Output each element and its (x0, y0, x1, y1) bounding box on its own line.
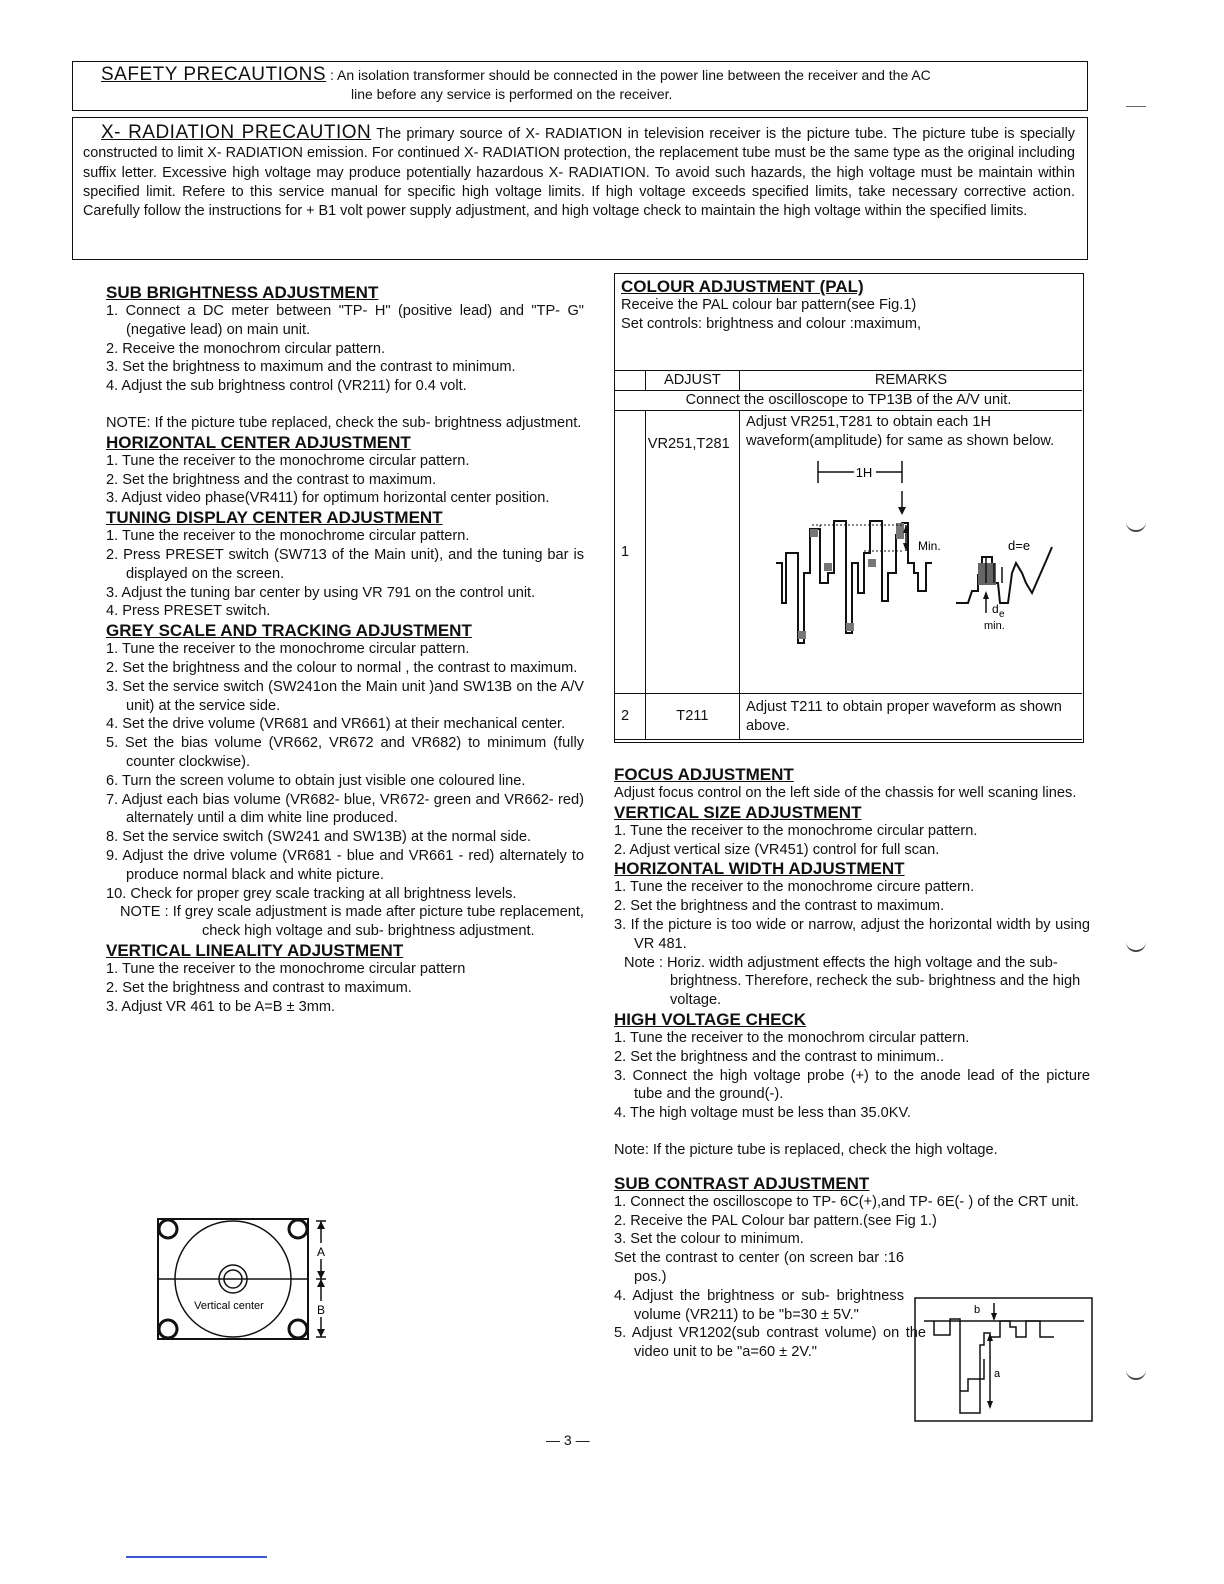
label-a: A (316, 1245, 326, 1259)
list-item: 2. Set the brightness and the contrast to maximum. (614, 898, 945, 915)
list-item: 2. Set the brightness and the contrast to maximum. (106, 471, 437, 488)
list-item: 1. Tune the receiver to the monochrome circular pattern (106, 960, 466, 977)
x-radiation-text: The primary source of X- RADIATION in television receiver is the picture tube. The picture tube is specially constructed to limit X- RADIATION emission. For continued X- RADIATION protection, the replacement tube must be the same type as the original including suffix letter. Excessive high voltage may produce potentially hazardous X- RADIATION. To avoid such hazards, the high voltage must be maintain within specified limit. Refere to this service manual for specific high voltage limits. If high voltage exceeds specified limits, take necessary corrective action. Carefully follow the instructions for + B1 volt power supply adjustment, and high voltage check to maintain the high voltage within the specified limits. (83, 126, 1076, 220)
high-voltage-steps (614, 1029, 1090, 1123)
list-item: 3. Adjust VR 461 to be A=B ± 3mm. (106, 998, 336, 1015)
label-b: B (316, 1303, 326, 1317)
colour-line-1: Receive the PAL colour bar pattern(see Fig.1) (621, 297, 917, 313)
x-radiation-title: X- RADIATION PRECAUTION (101, 122, 372, 143)
high-voltage-note: Note: If the picture tube is replaced, check the high voltage. (614, 1141, 998, 1158)
label-d-prime: d (992, 602, 999, 616)
grey-scale-title: GREY SCALE AND TRACKING ADJUSTMENT (106, 621, 472, 641)
list-item: 3. Set the colour to minimum. (614, 1231, 804, 1248)
list-item: 2. Set the brightness and contrast to maximum. (106, 979, 412, 996)
sub-contrast-title: SUB CONTRAST ADJUSTMENT (614, 1173, 870, 1193)
horizontal-center-steps (106, 452, 584, 508)
page-number: — 3 — (546, 1432, 590, 1448)
sub-contrast-diagram (914, 1297, 1094, 1423)
x-radiation-box (72, 117, 1088, 260)
list-item: 4. Press PRESET switch. (106, 603, 271, 620)
vertical-lineality-steps (106, 960, 584, 1016)
focus-text: Adjust focus control on the left side of the chassis for well scaning lines. (614, 785, 1077, 801)
list-item: 4. Set the drive volume (VR681 and VR661) at their mechanical center. (106, 716, 566, 733)
label-b: b (974, 1304, 981, 1316)
label-a-min: min. (984, 620, 1005, 632)
high-voltage-title: HIGH VOLTAGE CHECK (614, 1009, 807, 1029)
table-cell (615, 371, 645, 391)
label-1h: 1H (855, 465, 873, 480)
right-column (614, 765, 1090, 1362)
label-min: Min. (918, 539, 941, 553)
colour-adjustment-box (614, 273, 1084, 743)
table-row-remarks: Adjust T211 to obtain proper waveform as shown above. (740, 694, 1083, 740)
scan-mark (1126, 520, 1146, 532)
table-header-remarks: REMARKS (740, 371, 1083, 391)
label-a: a (994, 1368, 1001, 1380)
vertical-center-label: Vertical center (194, 1300, 264, 1312)
safety-text-2: line before any service is performed on the receiver. (351, 86, 673, 102)
list-item: 9. Adjust the drive volume (VR681 - blue and VR661 - red) alternately to produce normal black and white picture. (106, 847, 584, 883)
scan-mark (1126, 940, 1146, 952)
list-item: 2. Set the brightness and the contrast to minimum.. (614, 1048, 945, 1065)
list-item: 4. Adjust the sub brightness control (VR211) for 0.4 volt. (106, 378, 467, 395)
list-item: 2. Press PRESET switch (SW713 of the Main unit), and the tuning bar is displayed on the screen. (106, 546, 584, 582)
list-item: 10. Check for proper grey scale tracking at all brightness levels. (106, 885, 517, 902)
table-row-adjust: T211 (645, 694, 739, 740)
list-item: 1. Tune the receiver to the monochrome circular pattern. (106, 452, 470, 469)
horizontal-width-title: HORIZONTAL WIDTH ADJUSTMENT (614, 859, 905, 879)
left-column (106, 283, 584, 1016)
grey-scale-steps (106, 640, 584, 903)
vertical-size-steps (614, 822, 1090, 860)
list-item: 3. Adjust video phase(VR411) for optimum horizontal center position. (106, 490, 550, 507)
list-item: 7. Adjust each bias volume (VR682- blue, VR672- green and VR662- red) alternately until a dim white line produced. (106, 791, 584, 827)
vertical-lineality-title: VERTICAL LINEALITY ADJUSTMENT (106, 940, 404, 960)
list-item: 1. Tune the receiver to the monochrom circular pattern. (614, 1029, 970, 1046)
list-item: 2. Adjust vertical size (VR451) control for full scan. (614, 841, 940, 858)
horizontal-width-note: Note : Horiz. width adjustment effects the high voltage and the sub- brightness. Therefore, recheck the sub- brightness and the high voltage. (624, 954, 1081, 1009)
table-row-number: 2 (615, 694, 645, 740)
safety-text: : An isolation transformer should be connected in the power line between the receiver and the AC (326, 67, 931, 83)
list-item: 3. Connect the high voltage probe (+) to the anode lead of the picture tube and the ground(-). (614, 1067, 1090, 1103)
scan-mark (1126, 96, 1146, 107)
colour-line-2: Set controls: brightness and colour :maximum, (621, 316, 922, 332)
list-item: 2. Receive the monochrom circular pattern. (106, 340, 386, 357)
list-item: 1. Connect the oscilloscope to TP- 6C(+),and TP- 6E(- ) of the CRT unit. (614, 1193, 1079, 1210)
list-item: 3. Set the service switch (SW241on the Main unit )and SW13B on the A/V unit) at the service side. (106, 678, 584, 714)
list-item: 1. Tune the receiver to the monochrome circular pattern. (614, 822, 978, 839)
list-item: 3. Set the brightness to maximum and the contrast to minimum. (106, 359, 516, 376)
list-item: 4. Adjust the brightness or sub- brightness volume (VR211) to be "b=30 ± 5V." (614, 1287, 904, 1323)
table-row-adjust: VR251,T281 (645, 411, 739, 694)
grey-scale-note: NOTE : If grey scale adjustment is made after picture tube replacement, check high voltage and sub- brightness adjustment. (120, 904, 584, 940)
list-item: 6. Turn the screen volume to obtain just visible one coloured line. (106, 772, 526, 789)
list-item: 5. Adjust VR1202(sub contrast volume) on the video unit to be "a=60 ± 2V." (614, 1325, 926, 1361)
tuning-display-title: TUNING DISPLAY CENTER ADJUSTMENT (106, 508, 443, 528)
list-item: 1. Tune the receiver to the monochrome circure pattern. (614, 879, 975, 896)
colour-adjustment-title: COLOUR ADJUSTMENT (PAL) (621, 277, 864, 296)
sub-brightness-note: NOTE: If the picture tube replaced, check the sub- brightness adjustment. (106, 414, 582, 431)
safety-precautions-box (72, 61, 1088, 111)
list-item: Set the contrast to center (on screen bar :16 pos.) (614, 1250, 904, 1285)
sub-brightness-steps (106, 302, 584, 396)
table-row-remarks-cell (740, 411, 1083, 694)
list-item: 4. The high voltage must be less than 35.0KV. (614, 1105, 911, 1122)
horizontal-center-title: HORIZONTAL CENTER ADJUSTMENT (106, 432, 411, 452)
colour-adjust-table (615, 370, 1082, 740)
label-d-e: d=e (1008, 538, 1031, 553)
focus-title: FOCUS ADJUSTMENT (614, 765, 794, 784)
sub-brightness-title: SUB BRIGHTNESS ADJUSTMENT (106, 283, 379, 302)
list-item: 5. Set the bias volume (VR662, VR672 and VR682) to minimum (fully counter clockwise). (106, 735, 584, 770)
waveform-diagram (746, 453, 1076, 659)
list-item: 2. Set the brightness and the colour to normal , the contrast to maximum. (106, 659, 578, 676)
scan-mark (1126, 1368, 1146, 1380)
table-row-remarks: Adjust VR251,T281 to obtain each 1H waveform(amplitude) for same as shown below. (746, 414, 1055, 449)
list-item: 8. Set the service switch (SW241 and SW13B) at the normal side. (106, 829, 532, 846)
list-item: 1. Tune the receiver to the monochrome circular pattern. (106, 528, 470, 545)
tuning-display-steps (106, 527, 584, 621)
list-item: 2. Receive the PAL Colour bar pattern.(see Fig 1.) (614, 1212, 937, 1229)
table-row-number: 1 (615, 411, 645, 694)
vertical-center-diagram (156, 1217, 336, 1343)
horizontal-width-steps (614, 878, 1090, 953)
list-item: 3. Adjust the tuning bar center by using VR 791 on the control unit. (106, 584, 536, 601)
safety-title: SAFETY PRECAUTIONS (101, 64, 327, 85)
list-item: 1. Connect a DC meter between "TP- H" (positive lead) and "TP- G" (negative lead) on main unit. (106, 303, 584, 338)
list-item: 3. If the picture is too wide or narrow, adjust the horizontal width by using VR 481. (614, 916, 1090, 952)
vertical-size-title: VERTICAL SIZE ADJUSTMENT (614, 802, 862, 822)
table-header-adjust: ADJUST (645, 371, 739, 391)
label-e-prime: e (999, 609, 1005, 620)
table-connect-row: Connect the oscilloscope to TP13B of the A/V unit. (615, 391, 1082, 411)
blue-link-underline (126, 1556, 267, 1558)
list-item: 1. Tune the receiver to the monochrome circular pattern. (106, 641, 470, 658)
